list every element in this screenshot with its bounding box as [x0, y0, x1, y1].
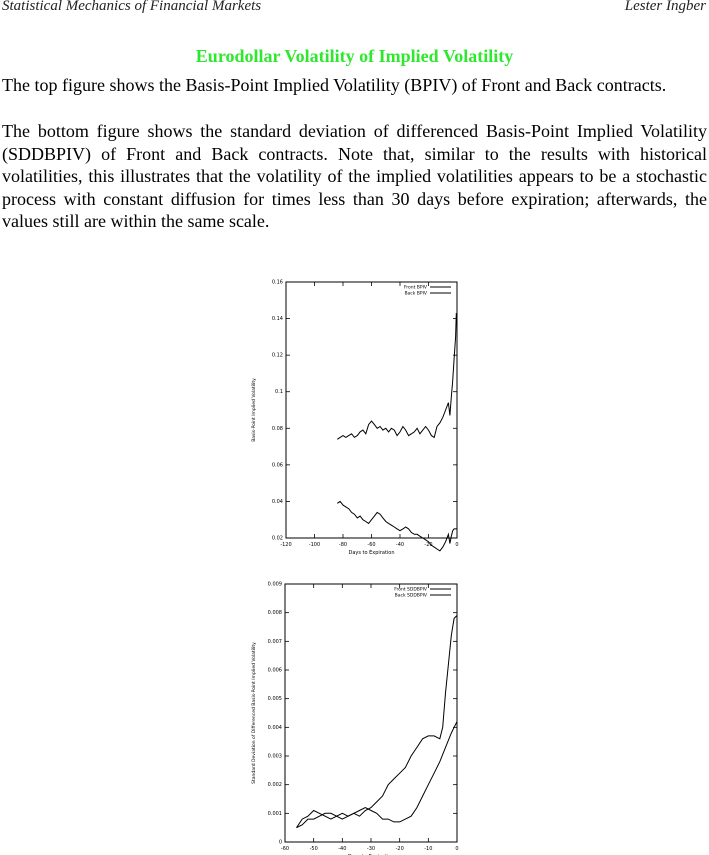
y-tick-label: 0.02 [271, 535, 283, 542]
y-tick-label: 0.001 [267, 810, 282, 817]
x-tick-label: -20 [424, 542, 433, 548]
legend-label: Front SDDBPIV [394, 587, 427, 593]
x-tick-label: 0 [455, 846, 459, 852]
y-tick-label: 0.004 [267, 724, 282, 731]
y-tick-label: 0 [278, 839, 282, 846]
x-tick-label: -30 [366, 846, 376, 852]
plot-frame [285, 584, 457, 842]
x-tick-label: -10 [424, 846, 433, 852]
y-tick-label: 0.08 [271, 425, 283, 432]
x-tick-label: 0 [455, 542, 459, 548]
series-line [297, 722, 458, 828]
y-tick-label: 0.16 [271, 279, 283, 286]
y-tick-label: 0.002 [267, 782, 282, 789]
x-tick-label: -100 [308, 542, 321, 548]
y-tick-label: 0.12 [271, 352, 283, 359]
x-tick-label: -20 [395, 846, 404, 852]
y-tick-label: 0.1 [275, 389, 283, 396]
paragraph-bottom-figure: The bottom figure shows the standard deviation of differenced Basis-Point Implied Volatility (SDDBPIV) of Front and Back contracts. Note that, similar to the results with historical volatilities, this illustrates that the volatility of the implied volatilities appears to be a stochastic process with constant diffusion for times less than 30 days before expiration; afterwards, the values still are within the same scale. [2, 121, 707, 231]
legend-label: Front BPIV [403, 285, 427, 291]
y-tick-label: 0.04 [271, 498, 283, 505]
paragraph-top-figure: The top figure shows the Basis-Point Implied Volatility (BPIV) of Front and Back contracts. [2, 75, 667, 95]
legend-label: Back SDDBPIV [394, 593, 427, 599]
y-tick-label: 0.06 [271, 462, 283, 469]
y-tick-label: 0.009 [267, 581, 282, 588]
running-header-title: Statistical Mechanics of Financial Markets [2, 0, 262, 14]
x-tick-label: -60 [280, 846, 290, 852]
y-tick-label: 0.007 [267, 638, 282, 645]
series-line [297, 616, 458, 828]
x-tick-label: -40 [395, 542, 405, 548]
x-tick-label: -50 [309, 846, 318, 852]
y-tick-label: 0.14 [271, 316, 283, 323]
y-tick-label: 0.006 [267, 667, 282, 674]
y-tick-label: 0.003 [267, 753, 282, 760]
x-tick-label: -60 [367, 542, 376, 548]
running-header-author: Lester Ingber [624, 0, 706, 14]
y-axis-label: Basis-Point Implied Volatility [252, 378, 257, 442]
x-tick-label: -40 [338, 846, 347, 852]
y-axis-label: Standard Deviation of Differenced Basis-Point Implied Volatility [252, 642, 257, 784]
y-tick-label: 0.008 [267, 610, 282, 617]
x-tick-label: -120 [280, 542, 292, 548]
section-title: Eurodollar Volatility of Implied Volatility [195, 46, 514, 66]
y-tick-label: 0.005 [267, 696, 282, 703]
legend-label: Back BPIV [404, 291, 427, 297]
x-tick-label: -80 [338, 542, 348, 548]
x-axis-label: Days to Expiration [348, 550, 395, 556]
